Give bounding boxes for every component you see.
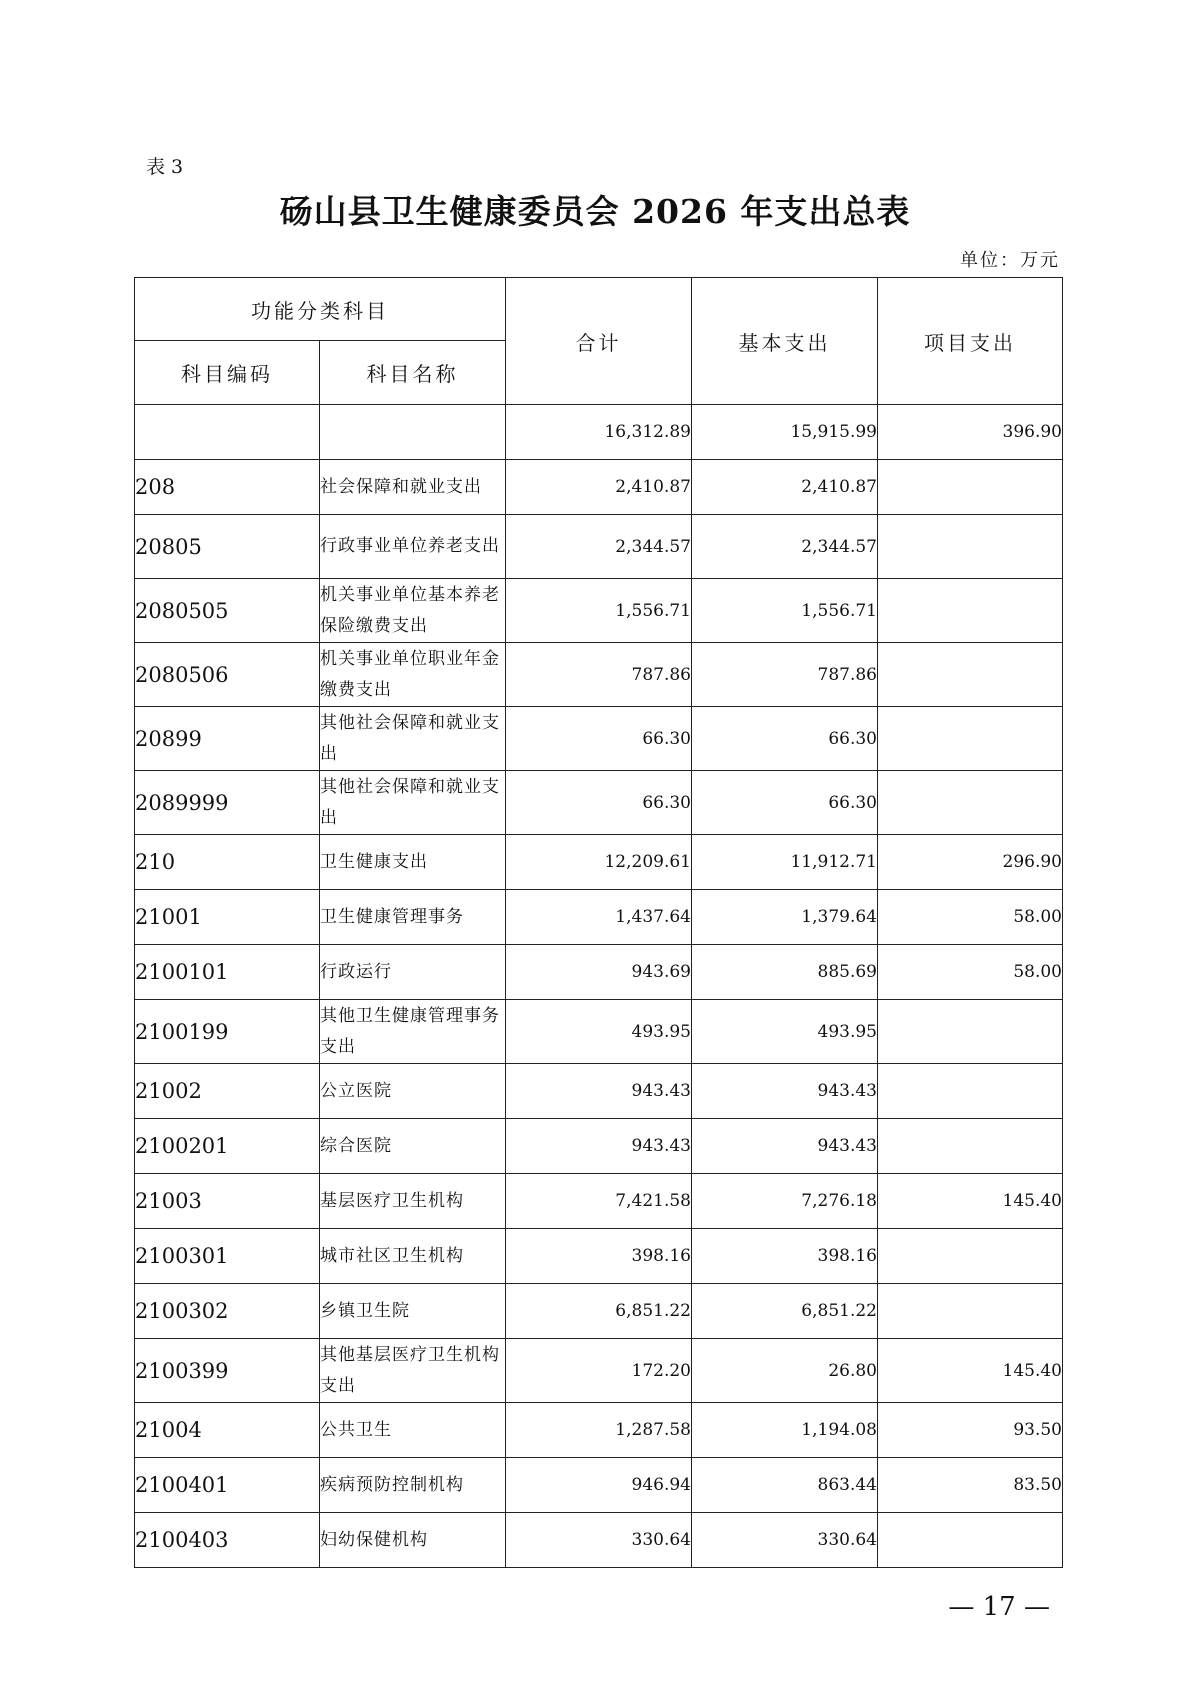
header-function-category: 功能分类科目 [135, 278, 506, 341]
table-number: 表 3 [146, 156, 184, 178]
subject-code-cell: 208 [135, 460, 320, 515]
subject-name-cell: 卫生健康支出 [320, 835, 506, 890]
subject-name-cell: 乡镇卫生院 [320, 1284, 506, 1339]
table-row [135, 1339, 1063, 1403]
total-cell: 493.95 [506, 1000, 692, 1064]
subject-name-cell: 综合医院 [320, 1119, 506, 1174]
total-cell: 66.30 [506, 771, 692, 835]
basic-expenditure-cell: 11,912.71 [692, 835, 878, 890]
subject-name-cell: 社会保障和就业支出 [320, 460, 506, 515]
project-expenditure-cell [878, 1000, 1063, 1064]
subject-name-cell: 疾病预防控制机构 [320, 1458, 506, 1513]
basic-expenditure-cell: 863.44 [692, 1458, 878, 1513]
table-row [135, 405, 1063, 460]
subject-name-cell: 公共卫生 [320, 1403, 506, 1458]
project-expenditure-cell: 145.40 [878, 1339, 1063, 1403]
total-cell: 172.20 [506, 1339, 692, 1403]
total-cell: 2,344.57 [506, 515, 692, 579]
expenditure-table [134, 277, 1063, 1568]
total-cell: 1,437.64 [506, 890, 692, 945]
header-subject-code: 科目编码 [135, 341, 320, 405]
basic-expenditure-cell: 2,410.87 [692, 460, 878, 515]
basic-expenditure-cell: 398.16 [692, 1229, 878, 1284]
total-cell: 2,410.87 [506, 460, 692, 515]
subject-code-cell: 2089999 [135, 771, 320, 835]
project-expenditure-cell [878, 771, 1063, 835]
subject-code-cell: 2100101 [135, 945, 320, 1000]
subject-code-cell: 2100301 [135, 1229, 320, 1284]
subject-code-cell: 2100399 [135, 1339, 320, 1403]
subject-code-cell: 2100401 [135, 1458, 320, 1513]
subject-name-cell: 城市社区卫生机构 [320, 1229, 506, 1284]
basic-expenditure-cell: 330.64 [692, 1513, 878, 1568]
table-row [135, 515, 1063, 579]
subject-name-cell: 机关事业单位基本养老保险缴费支出 [320, 579, 506, 643]
page-title: 砀山县卫生健康委员会 2026 年支出总表 [279, 192, 911, 231]
table-row [135, 1119, 1063, 1174]
basic-expenditure-cell: 7,276.18 [692, 1174, 878, 1229]
subject-name-cell: 其他卫生健康管理事务支出 [320, 1000, 506, 1064]
subject-code-cell: 21002 [135, 1064, 320, 1119]
basic-expenditure-cell: 787.86 [692, 643, 878, 707]
total-cell: 66.30 [506, 707, 692, 771]
project-expenditure-cell [878, 1119, 1063, 1174]
basic-expenditure-cell: 1,194.08 [692, 1403, 878, 1458]
table-row [135, 1458, 1063, 1513]
table-row [135, 1000, 1063, 1064]
table-row [135, 945, 1063, 1000]
subject-code-cell: 2100403 [135, 1513, 320, 1568]
project-expenditure-cell [878, 1284, 1063, 1339]
basic-expenditure-cell: 1,379.64 [692, 890, 878, 945]
subject-name-cell: 其他社会保障和就业支出 [320, 707, 506, 771]
table-row [135, 1513, 1063, 1568]
total-cell: 1,556.71 [506, 579, 692, 643]
project-expenditure-cell [878, 460, 1063, 515]
project-expenditure-cell: 58.00 [878, 945, 1063, 1000]
subject-code-cell: 20805 [135, 515, 320, 579]
table-row [135, 579, 1063, 643]
header-basic-expenditure: 基本支出 [692, 278, 878, 405]
total-cell: 943.43 [506, 1064, 692, 1119]
total-cell: 943.43 [506, 1119, 692, 1174]
project-expenditure-cell [878, 1229, 1063, 1284]
subject-code-cell: 21004 [135, 1403, 320, 1458]
basic-expenditure-cell: 6,851.22 [692, 1284, 878, 1339]
subject-code-cell: 210 [135, 835, 320, 890]
project-expenditure-cell: 93.50 [878, 1403, 1063, 1458]
project-expenditure-cell: 145.40 [878, 1174, 1063, 1229]
subject-name-cell: 其他社会保障和就业支出 [320, 771, 506, 835]
project-expenditure-cell [878, 643, 1063, 707]
basic-expenditure-cell: 2,344.57 [692, 515, 878, 579]
project-expenditure-cell: 396.90 [878, 405, 1063, 460]
subject-name-cell: 行政事业单位养老支出 [320, 515, 506, 579]
subject-code-cell: 2100199 [135, 1000, 320, 1064]
project-expenditure-cell [878, 707, 1063, 771]
subject-name-cell: 机关事业单位职业年金缴费支出 [320, 643, 506, 707]
subject-code-cell: 2100201 [135, 1119, 320, 1174]
total-cell: 6,851.22 [506, 1284, 692, 1339]
subject-name-cell: 其他基层医疗卫生机构支出 [320, 1339, 506, 1403]
header-total: 合计 [506, 278, 692, 405]
subject-name-cell: 公立医院 [320, 1064, 506, 1119]
basic-expenditure-cell: 1,556.71 [692, 579, 878, 643]
basic-expenditure-cell: 15,915.99 [692, 405, 878, 460]
total-cell: 7,421.58 [506, 1174, 692, 1229]
subject-code-cell: 21003 [135, 1174, 320, 1229]
subject-name-cell: 行政运行 [320, 945, 506, 1000]
subject-code-cell: 21001 [135, 890, 320, 945]
basic-expenditure-cell: 26.80 [692, 1339, 878, 1403]
subject-code-cell [135, 405, 320, 460]
total-cell: 12,209.61 [506, 835, 692, 890]
table-row [135, 1174, 1063, 1229]
project-expenditure-cell: 296.90 [878, 835, 1063, 890]
table-row [135, 643, 1063, 707]
table-row [135, 1229, 1063, 1284]
total-cell: 1,287.58 [506, 1403, 692, 1458]
basic-expenditure-cell: 943.43 [692, 1064, 878, 1119]
unit-label: 单位：万元 [960, 250, 1060, 271]
subject-code-cell: 20899 [135, 707, 320, 771]
basic-expenditure-cell: 493.95 [692, 1000, 878, 1064]
subject-name-cell: 卫生健康管理事务 [320, 890, 506, 945]
total-cell: 943.69 [506, 945, 692, 1000]
table-row [135, 1284, 1063, 1339]
project-expenditure-cell [878, 1513, 1063, 1568]
subject-code-cell: 2100302 [135, 1284, 320, 1339]
subject-code-cell: 2080506 [135, 643, 320, 707]
total-cell: 946.94 [506, 1458, 692, 1513]
table-row [135, 707, 1063, 771]
subject-name-cell [320, 405, 506, 460]
total-cell: 787.86 [506, 643, 692, 707]
header-project-expenditure: 项目支出 [878, 278, 1063, 405]
subject-code-cell: 2080505 [135, 579, 320, 643]
basic-expenditure-cell: 66.30 [692, 771, 878, 835]
basic-expenditure-cell: 943.43 [692, 1119, 878, 1174]
project-expenditure-cell [878, 1064, 1063, 1119]
project-expenditure-cell: 58.00 [878, 890, 1063, 945]
project-expenditure-cell: 83.50 [878, 1458, 1063, 1513]
table-row [135, 771, 1063, 835]
table-row [135, 1064, 1063, 1119]
basic-expenditure-cell: 885.69 [692, 945, 878, 1000]
header-subject-name: 科目名称 [320, 341, 506, 405]
total-cell: 16,312.89 [506, 405, 692, 460]
table-row [135, 1403, 1063, 1458]
subject-name-cell: 妇幼保健机构 [320, 1513, 506, 1568]
table-row [135, 460, 1063, 515]
subject-name-cell: 基层医疗卫生机构 [320, 1174, 506, 1229]
table-row [135, 835, 1063, 890]
basic-expenditure-cell: 66.30 [692, 707, 878, 771]
total-cell: 330.64 [506, 1513, 692, 1568]
project-expenditure-cell [878, 579, 1063, 643]
page-number: — 17 — [948, 1592, 1050, 1622]
table-row [135, 890, 1063, 945]
total-cell: 398.16 [506, 1229, 692, 1284]
project-expenditure-cell [878, 515, 1063, 579]
